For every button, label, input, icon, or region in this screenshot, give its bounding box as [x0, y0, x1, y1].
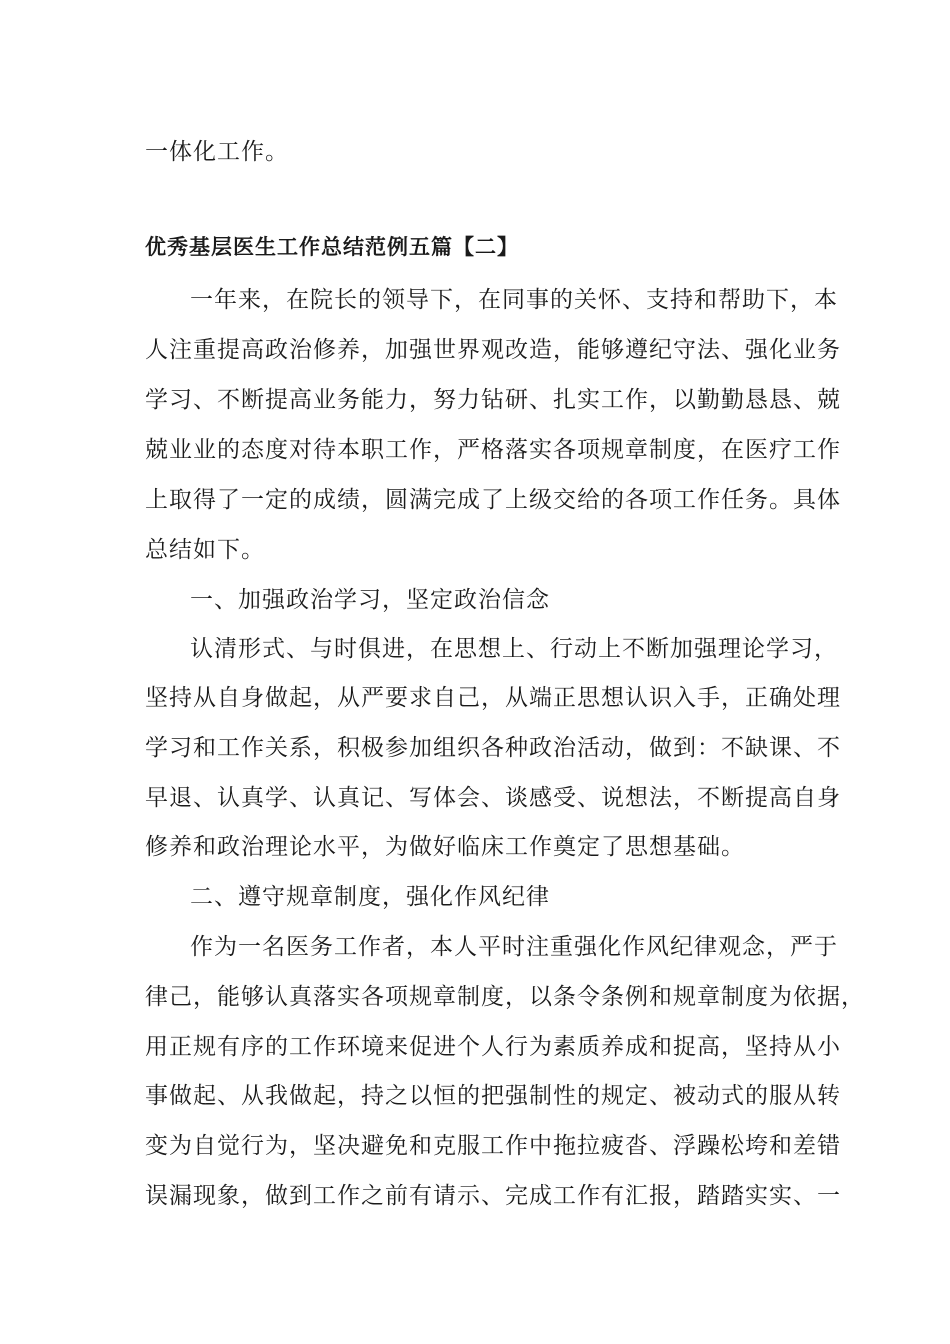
- text-line: 变为自觉行为，坚决避免和克服工作中拖拉疲沓、浮躁松垮和差错: [145, 1133, 841, 1159]
- text-line: 律己，能够认真落实各项规章制度，以条令条例和规章制度为依据，: [145, 984, 865, 1010]
- section-heading: 优秀基层医生工作总结范例五篇【二】: [145, 235, 519, 259]
- text-line: 学习、不断提高业务能力，努力钻研、扎实工作，以勤勤恳恳、兢: [145, 387, 841, 413]
- text-line: 误漏现象，做到工作之前有请示、完成工作有汇报，踏踏实实、一: [145, 1183, 841, 1209]
- text-line: 上取得了一定的成绩，圆满完成了上级交给的各项工作任务。具体: [145, 487, 841, 513]
- text-line: 人注重提高政治修养，加强世界观改造，能够遵纪守法、强化业务: [145, 337, 841, 363]
- text-line: 坚持从自身做起，从严要求自己，从端正思想认识入手，正确处理: [145, 685, 841, 711]
- text-line: 修养和政治理论水平，为做好临床工作奠定了思想基础。: [145, 834, 745, 860]
- text-line: 早退、认真学、认真记、写体会、谈感受、说想法，不断提高自身: [145, 785, 841, 811]
- text-line: 事做起、从我做起，持之以恒的把强制性的规定、被动式的服从转: [145, 1083, 841, 1109]
- text-line: 总结如下。: [145, 537, 265, 563]
- continuation-line: 一体化工作。: [145, 139, 289, 165]
- subheading-line: 一、加强政治学习，坚定政治信念: [190, 587, 550, 613]
- text-line: 一年来，在院长的领导下，在同事的关怀、支持和帮助下，本: [190, 287, 838, 313]
- text-line: 作为一名医务工作者，本人平时注重强化作风纪律观念，严于: [190, 934, 838, 960]
- text-line: 学习和工作关系，积极参加组织各种政治活动，做到：不缺课、不: [145, 735, 841, 761]
- text-line: 认清形式、与时俱进，在思想上、行动上不断加强理论学习，: [190, 636, 838, 662]
- subheading-line: 二、遵守规章制度，强化作风纪律: [190, 884, 550, 910]
- text-line: 用正规有序的工作环境来促进个人行为素质养成和捉高，坚持从小: [145, 1034, 841, 1060]
- text-line: 兢业业的态度对待本职工作，严格落实各项规章制度，在医疗工作: [145, 437, 841, 463]
